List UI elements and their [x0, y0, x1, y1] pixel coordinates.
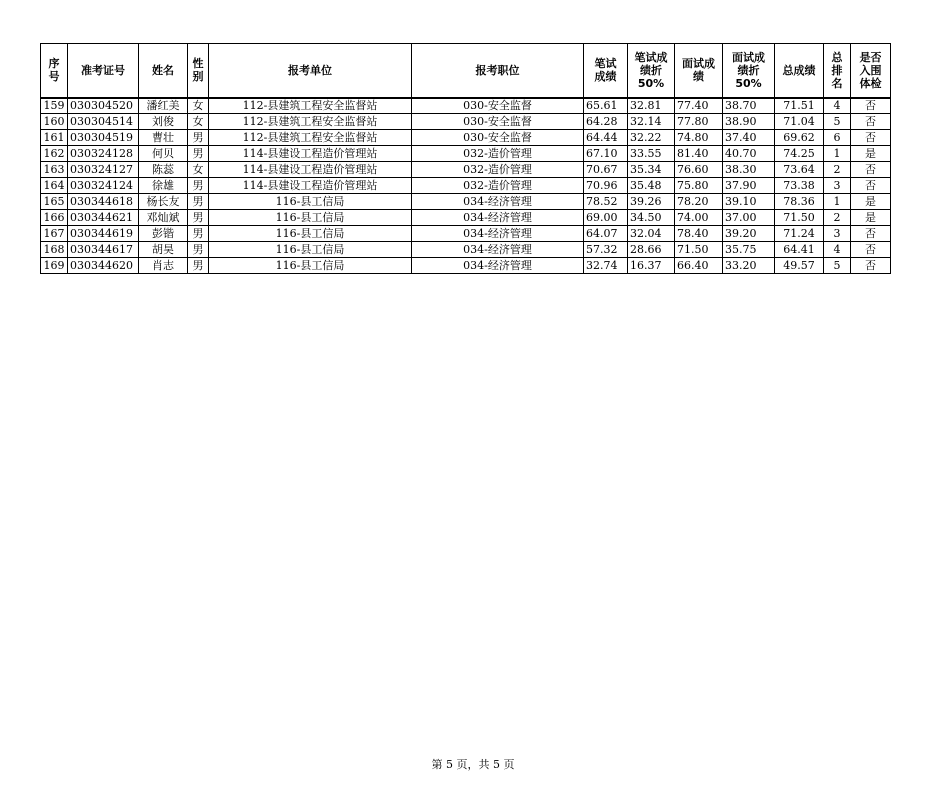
cell-rank: 4: [824, 98, 851, 114]
cell-exam-id: 030324128: [68, 146, 139, 162]
cell-interview-50: 40.70: [723, 146, 775, 162]
cell-interview: 78.40: [675, 226, 723, 242]
header-exam-id: 准考证号: [68, 44, 139, 98]
cell-total: 71.04: [775, 114, 824, 130]
cell-interview: 74.80: [675, 130, 723, 146]
table-row: [41, 130, 891, 146]
cell-interview-50: 38.90: [723, 114, 775, 130]
cell-written-50: 35.48: [628, 178, 675, 194]
cell-name: 曹壮: [139, 130, 188, 146]
cell-interview-50: 37.90: [723, 178, 775, 194]
cell-name: 何贝: [139, 146, 188, 162]
cell-name: 邓灿斌: [139, 210, 188, 226]
cell-rank: 5: [824, 258, 851, 274]
cell-position: 030-安全监督: [412, 98, 584, 114]
cell-seq: 160: [41, 114, 68, 130]
table-row: [41, 162, 891, 178]
cell-unit: 114-县建设工程造价管理站: [209, 162, 412, 178]
results-table: [40, 43, 891, 274]
cell-written: 64.07: [584, 226, 628, 242]
cell-seq: 163: [41, 162, 68, 178]
cell-gender: 男: [188, 130, 209, 146]
cell-rank: 5: [824, 114, 851, 130]
cell-gender: 男: [188, 178, 209, 194]
cell-position: 032-造价管理: [412, 178, 584, 194]
cell-exam-id: 030324127: [68, 162, 139, 178]
header-gender: 性 别: [188, 44, 209, 98]
cell-written: 65.61: [584, 98, 628, 114]
cell-gender: 男: [188, 258, 209, 274]
cell-written-50: 34.50: [628, 210, 675, 226]
cell-written: 70.96: [584, 178, 628, 194]
cell-shortlist: 否: [851, 114, 891, 130]
cell-shortlist: 是: [851, 210, 891, 226]
cell-interview-50: 39.10: [723, 194, 775, 210]
cell-name: 潘红美: [139, 98, 188, 114]
cell-interview: 76.60: [675, 162, 723, 178]
cell-shortlist: 是: [851, 194, 891, 210]
cell-position: 030-安全监督: [412, 114, 584, 130]
cell-interview: 77.40: [675, 98, 723, 114]
header-rank: 总 排 名: [824, 44, 851, 98]
cell-interview: 77.80: [675, 114, 723, 130]
table-row: [41, 114, 891, 130]
cell-total: 71.24: [775, 226, 824, 242]
cell-position: 034-经济管理: [412, 242, 584, 258]
cell-name: 彭锴: [139, 226, 188, 242]
cell-gender: 女: [188, 162, 209, 178]
table-row: [41, 258, 891, 274]
header-written-score: 笔试 成绩: [584, 44, 628, 98]
cell-position: 034-经济管理: [412, 210, 584, 226]
cell-seq: 159: [41, 98, 68, 114]
table-body: [41, 98, 891, 274]
cell-shortlist: 否: [851, 242, 891, 258]
cell-name: 刘俊: [139, 114, 188, 130]
cell-interview-50: 35.75: [723, 242, 775, 258]
cell-gender: 女: [188, 114, 209, 130]
header-position: 报考职位: [412, 44, 584, 98]
cell-gender: 男: [188, 210, 209, 226]
table-row: [41, 226, 891, 242]
cell-seq: 162: [41, 146, 68, 162]
cell-exam-id: 030304519: [68, 130, 139, 146]
cell-total: 78.36: [775, 194, 824, 210]
cell-seq: 166: [41, 210, 68, 226]
cell-exam-id: 030324124: [68, 178, 139, 194]
cell-gender: 男: [188, 194, 209, 210]
cell-interview: 78.20: [675, 194, 723, 210]
cell-rank: 3: [824, 178, 851, 194]
cell-written-50: 32.04: [628, 226, 675, 242]
cell-seq: 168: [41, 242, 68, 258]
cell-rank: 3: [824, 226, 851, 242]
cell-shortlist: 否: [851, 98, 891, 114]
cell-exam-id: 030344619: [68, 226, 139, 242]
cell-written: 64.28: [584, 114, 628, 130]
cell-unit: 114-县建设工程造价管理站: [209, 146, 412, 162]
table-row: [41, 178, 891, 194]
cell-written-50: 16.37: [628, 258, 675, 274]
cell-seq: 169: [41, 258, 68, 274]
cell-interview: 75.80: [675, 178, 723, 194]
cell-position: 034-经济管理: [412, 226, 584, 242]
cell-total: 73.64: [775, 162, 824, 178]
cell-written-50: 32.14: [628, 114, 675, 130]
cell-interview-50: 38.70: [723, 98, 775, 114]
cell-interview-50: 38.30: [723, 162, 775, 178]
cell-unit: 116-县工信局: [209, 242, 412, 258]
cell-name: 徐雄: [139, 178, 188, 194]
table-row: [41, 98, 891, 114]
cell-interview-50: 37.40: [723, 130, 775, 146]
cell-written-50: 35.34: [628, 162, 675, 178]
header-written-50: 笔试成 绩折 50%: [628, 44, 675, 98]
cell-rank: 1: [824, 146, 851, 162]
cell-shortlist: 否: [851, 258, 891, 274]
cell-exam-id: 030344621: [68, 210, 139, 226]
cell-shortlist: 否: [851, 162, 891, 178]
cell-unit: 112-县建筑工程安全监督站: [209, 130, 412, 146]
cell-written: 57.32: [584, 242, 628, 258]
cell-written-50: 39.26: [628, 194, 675, 210]
cell-total: 73.38: [775, 178, 824, 194]
cell-total: 64.41: [775, 242, 824, 258]
cell-gender: 男: [188, 226, 209, 242]
cell-position: 030-安全监督: [412, 130, 584, 146]
cell-interview-50: 37.00: [723, 210, 775, 226]
cell-written: 70.67: [584, 162, 628, 178]
cell-written: 78.52: [584, 194, 628, 210]
cell-name: 胡昊: [139, 242, 188, 258]
cell-exam-id: 030344620: [68, 258, 139, 274]
header-total-score: 总成绩: [775, 44, 824, 98]
header-unit: 报考单位: [209, 44, 412, 98]
cell-seq: 165: [41, 194, 68, 210]
cell-rank: 4: [824, 242, 851, 258]
table-row: [41, 210, 891, 226]
cell-total: 71.51: [775, 98, 824, 114]
table-row: [41, 194, 891, 210]
header-interview-50: 面试成 绩折 50%: [723, 44, 775, 98]
cell-interview: 74.00: [675, 210, 723, 226]
cell-position: 032-造价管理: [412, 146, 584, 162]
cell-unit: 116-县工信局: [209, 210, 412, 226]
cell-written: 69.00: [584, 210, 628, 226]
cell-gender: 女: [188, 98, 209, 114]
header-interview-score: 面试成 绩: [675, 44, 723, 98]
cell-position: 032-造价管理: [412, 162, 584, 178]
cell-exam-id: 030344618: [68, 194, 139, 210]
cell-interview-50: 33.20: [723, 258, 775, 274]
cell-unit: 112-县建筑工程安全监督站: [209, 98, 412, 114]
cell-total: 49.57: [775, 258, 824, 274]
cell-rank: 6: [824, 130, 851, 146]
cell-total: 74.25: [775, 146, 824, 162]
cell-unit: 116-县工信局: [209, 258, 412, 274]
table-row: [41, 242, 891, 258]
cell-written-50: 32.22: [628, 130, 675, 146]
cell-rank: 2: [824, 210, 851, 226]
header-name: 姓名: [139, 44, 188, 98]
cell-name: 陈蕊: [139, 162, 188, 178]
cell-gender: 男: [188, 146, 209, 162]
page-footer: 第 5 页，共 5 页: [431, 758, 515, 771]
cell-shortlist: 是: [851, 146, 891, 162]
cell-written: 64.44: [584, 130, 628, 146]
header-seq: 序 号: [41, 44, 68, 98]
cell-shortlist: 否: [851, 226, 891, 242]
cell-written: 67.10: [584, 146, 628, 162]
cell-written-50: 33.55: [628, 146, 675, 162]
table-row: [41, 146, 891, 162]
cell-seq: 161: [41, 130, 68, 146]
cell-unit: 116-县工信局: [209, 194, 412, 210]
cell-shortlist: 否: [851, 178, 891, 194]
cell-name: 杨长友: [139, 194, 188, 210]
cell-seq: 164: [41, 178, 68, 194]
cell-name: 肖志: [139, 258, 188, 274]
cell-interview: 81.40: [675, 146, 723, 162]
cell-exam-id: 030304520: [68, 98, 139, 114]
cell-unit: 114-县建设工程造价管理站: [209, 178, 412, 194]
cell-position: 034-经济管理: [412, 194, 584, 210]
cell-exam-id: 030344617: [68, 242, 139, 258]
cell-rank: 2: [824, 162, 851, 178]
cell-interview: 71.50: [675, 242, 723, 258]
cell-unit: 112-县建筑工程安全监督站: [209, 114, 412, 130]
cell-written: 32.74: [584, 258, 628, 274]
cell-written-50: 32.81: [628, 98, 675, 114]
cell-written-50: 28.66: [628, 242, 675, 258]
header-row: [41, 44, 891, 98]
cell-unit: 116-县工信局: [209, 226, 412, 242]
cell-position: 034-经济管理: [412, 258, 584, 274]
cell-total: 69.62: [775, 130, 824, 146]
cell-shortlist: 否: [851, 130, 891, 146]
header-shortlist: 是否 入围 体检: [851, 44, 891, 98]
cell-rank: 1: [824, 194, 851, 210]
cell-exam-id: 030304514: [68, 114, 139, 130]
cell-interview: 66.40: [675, 258, 723, 274]
cell-total: 71.50: [775, 210, 824, 226]
cell-interview-50: 39.20: [723, 226, 775, 242]
cell-seq: 167: [41, 226, 68, 242]
cell-gender: 男: [188, 242, 209, 258]
